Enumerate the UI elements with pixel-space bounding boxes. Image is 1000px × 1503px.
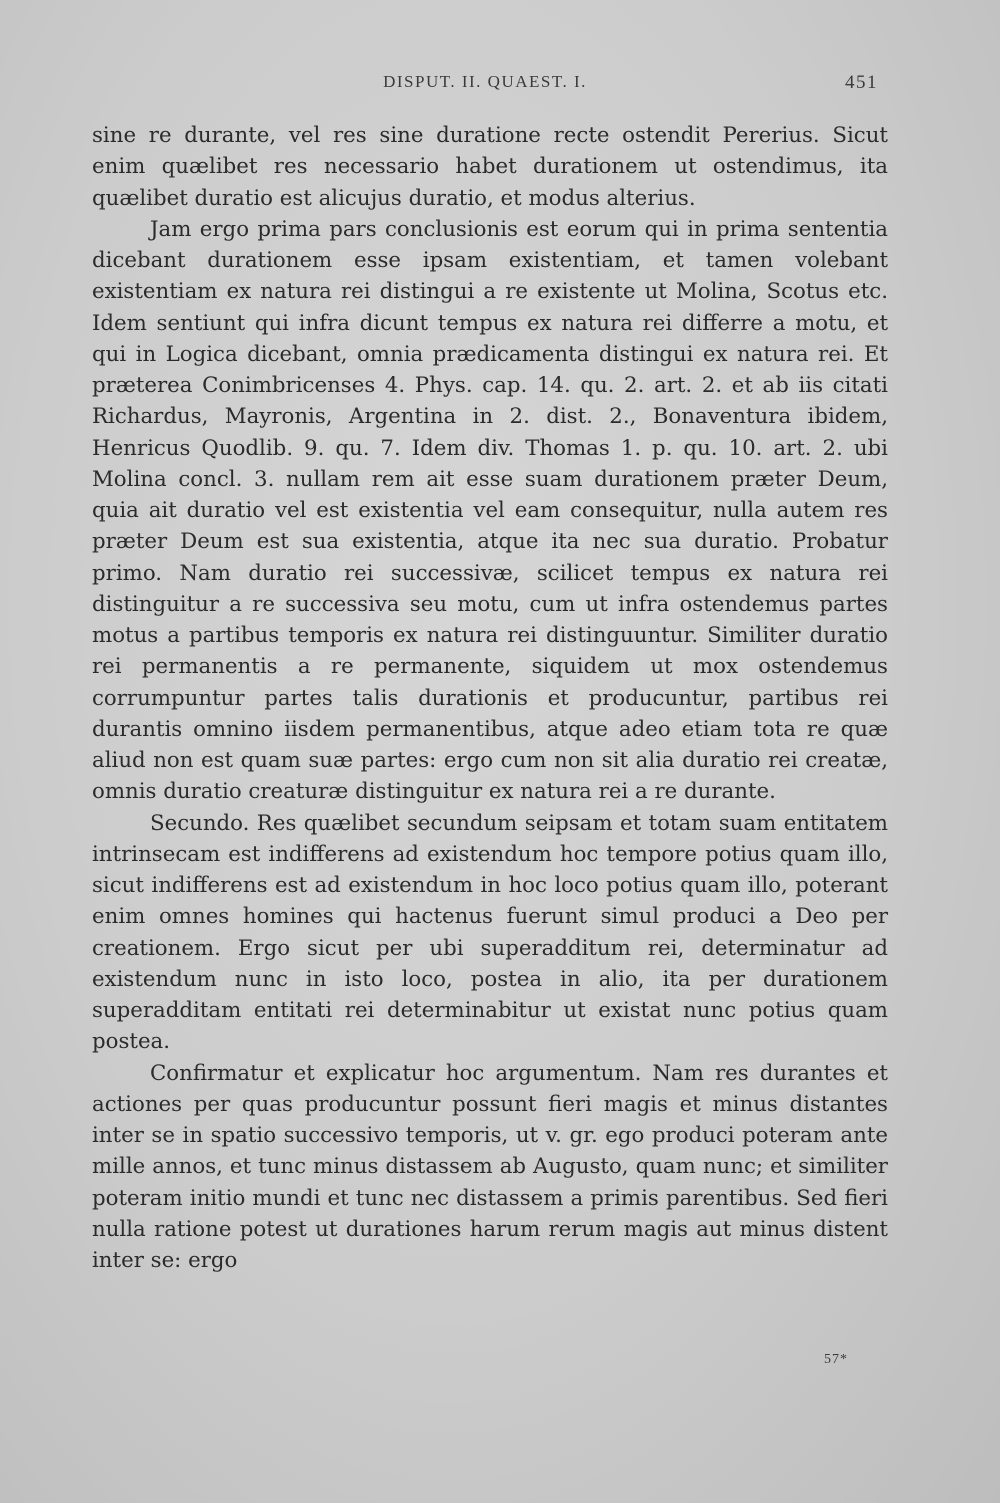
signature-mark: 57* [824, 1352, 848, 1367]
paragraph-continuation: sine re durante, vel res sine duratione recte ostendit Pererius. Sicut enim quælibet res necessario habet durationem ut ostendimus, ita quælibet duratio est alicujus duratio, et modus alterius. [92, 123, 888, 211]
body-text [92, 120, 888, 1276]
paragraph-jam-ergo: Jam ergo prima pars conclusionis est eorum qui in prima sententia dicebant durationem esse ipsam existentiam, et tamen volebant existentiam ex natura rei distingui a re existente ut Molina, Scotus etc. Idem sentiunt qui infra dicunt tempus ex natura rei differre a motu, et qui in Logica dicebant, omnia prædicamenta distingui ex natura rei. Et præterea Conimbricenses 4. Phys. cap. 14. qu. 2. art. 2. et ab iis citati Richardus, Mayronis, Argentina in 2. dist. 2., Bonaventura ibidem, Henricus Quodlib. 9. qu. 7. Idem div. Thomas 1. p. qu. 10. art. 2. ubi Molina concl. 3. nullam rem ait esse suam durationem præter Deum, quia ait duratio vel est existentia vel eam consequitur, nulla autem res præter Deum est sua existentia, atque ita nec sua duratio. Probatur primo. Nam duratio rei successivæ, scilicet tempus ex natura rei distinguitur a re successiva seu motu, cum ut infra ostendemus partes motus a partibus temporis ex natura rei distinguuntur. Similiter duratio rei permanentis a re permanente, siquidem ut mox ostendemus corrumpuntur partes talis durationis et producuntur, partibus rei durantis omnino iisdem permanentibus, atque adeo etiam tota re quæ aliud non est quam suæ partes: ergo cum non sit alia duratio rei creatæ, omnis duratio creaturæ distinguitur ex natura rei a re durante. [92, 216, 888, 805]
paragraph-confirmatur: Confirmatur et explicatur hoc argumentum. Nam res durantes et actiones per quas producuntur possunt fieri magis et minus distantes inter se in spatio successivo temporis, ut v. gr. ego produci poteram ante mille annos, et tunc minus distassem ab Augusto, quam nunc; et similiter poteram initio mundi et tunc nec distassem a primis parentibus. Sed fieri nulla ratione potest ut durationes harum rerum magis aut minus distent inter se: ergo [92, 1060, 888, 1273]
running-head [92, 72, 878, 102]
page-number: 451 [845, 72, 878, 93]
running-title: DISPUT. II. QUAEST. I. [383, 72, 587, 91]
paragraph-secundo: Secundo. Res quælibet secundum seipsam et totam suam entitatem intrinsecam est indifferens ad existendum hoc tempore potius quam illo, sicut indifferens est ad existendum in hoc loco potius quam illo, poterant enim omnes homines qui hactenus fuerunt simul produci a Deo per creationem. Ergo sicut per ubi superadditum rei, determinatur ad existendum nunc in isto loco, postea in alio, ita per durationem superadditam entitati rei determinabitur ut existat nunc potius quam postea. [92, 810, 888, 1055]
